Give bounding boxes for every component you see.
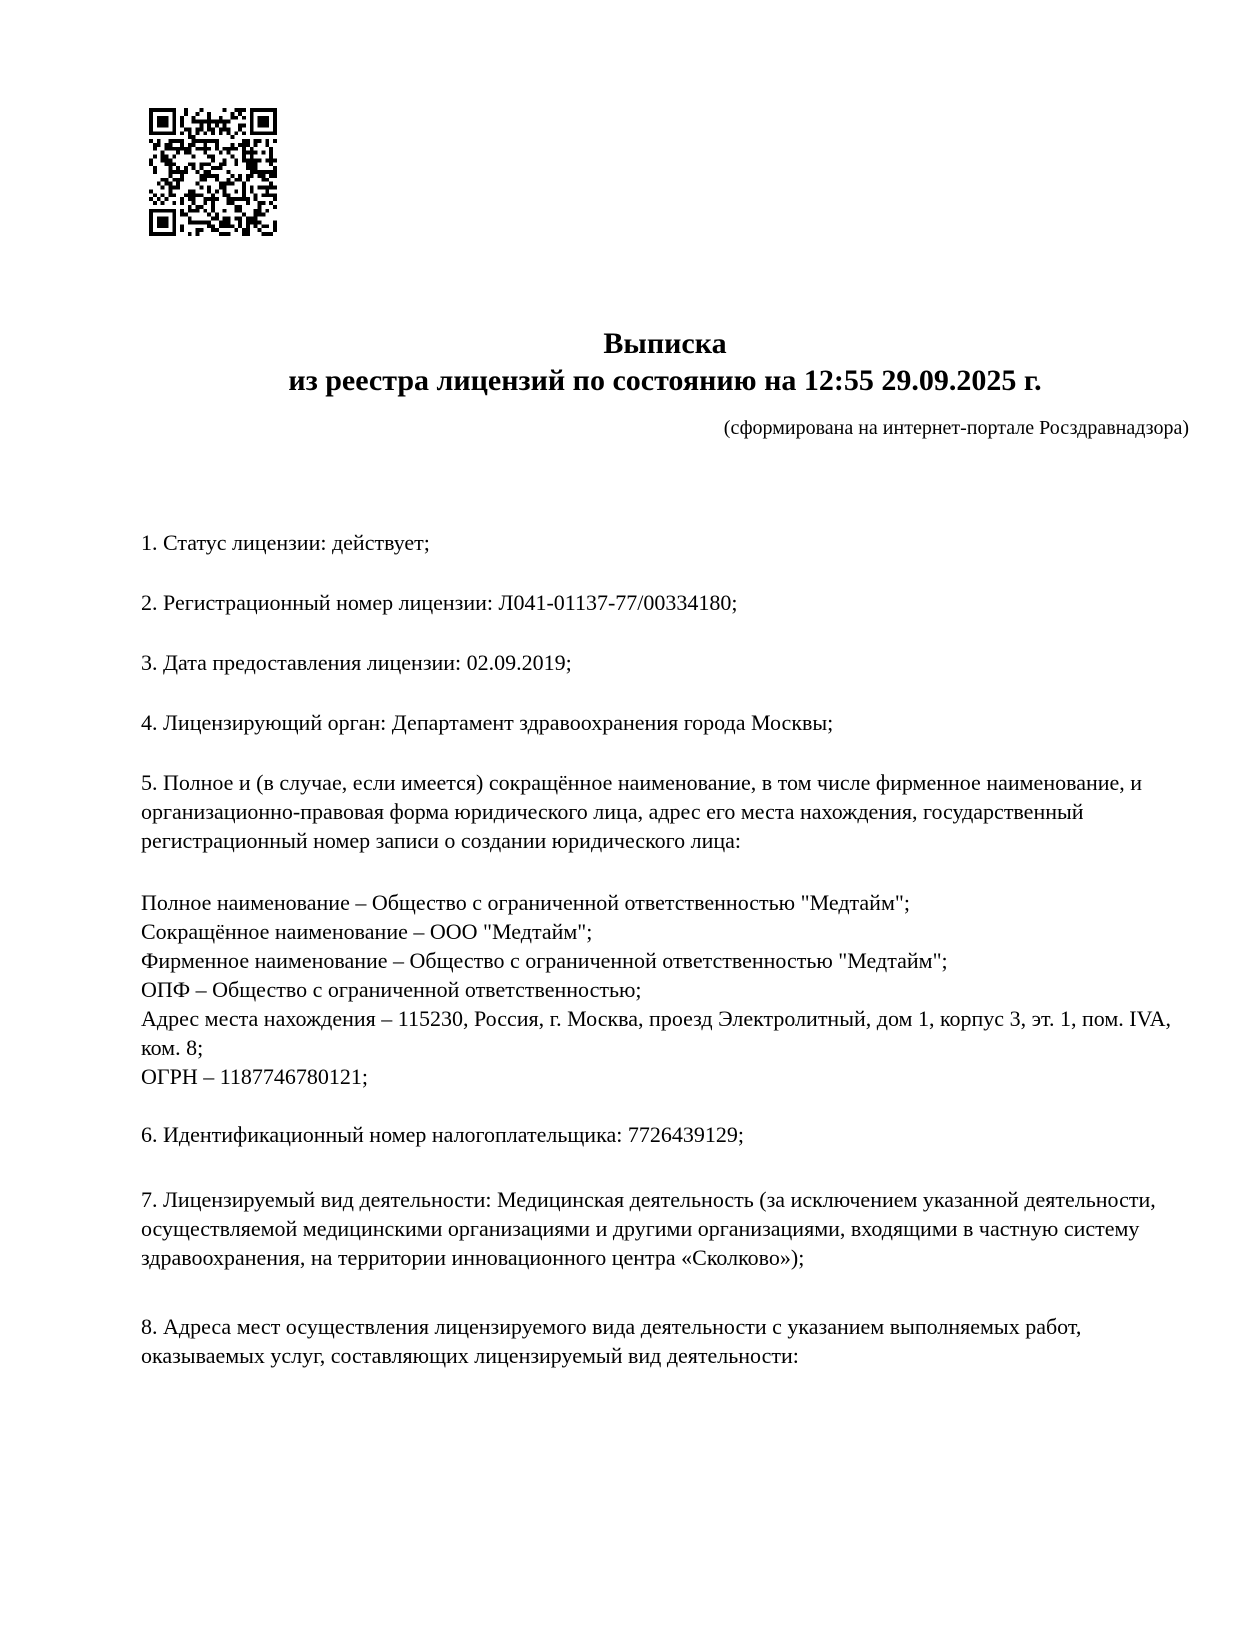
document-content	[141, 0, 1189, 1370]
document-body	[141, 528, 1189, 1370]
document-title	[141, 325, 1189, 399]
item-license-status: 1. Статус лицензии: действует;	[141, 530, 430, 555]
document-title-line2: из реестра лицензий по состоянию на 12:55 29.09.2025 г.	[288, 364, 1042, 397]
organization-details	[141, 888, 1189, 1091]
item-licensed-activity: 7. Лицензируемый вид деятельности: Медицинская деятельность (за исключением указанной деятельности, осуществляемой медицинскими организациями и другими организациями, входящими в частную систему здравоохранения, на территории инновационного центра «Сколково»);	[141, 1187, 1156, 1270]
org-ogrn: ОГРН – 1187746780121;	[141, 1064, 369, 1089]
org-brand-name: Фирменное наименование – Общество с ограниченной ответственностью "Медтайм";	[141, 948, 948, 973]
org-legal-form: ОПФ – Общество с ограниченной ответственностью;	[141, 977, 642, 1002]
item-organization-intro: 5. Полное и (в случае, если имеется) сокращённое наименование, в том числе фирменное наименование, и организационно-правовая форма юридического лица, адрес его места нахождения, государственный регистрационный номер записи о создании юридического лица:	[141, 770, 1143, 853]
item-grant-date: 3. Дата предоставления лицензии: 02.09.2019;	[141, 650, 572, 675]
item-licensing-authority: 4. Лицензирующий орган: Департамент здравоохранения города Москвы;	[141, 710, 834, 735]
org-full-name: Полное наименование – Общество с ограниченной ответственностью "Медтайм";	[141, 890, 910, 915]
item-taxpayer-number: 6. Идентификационный номер налогоплательщика: 7726439129;	[141, 1122, 744, 1147]
item-registration-number: 2. Регистрационный номер лицензии: Л041-01137-77/00334180;	[141, 590, 738, 615]
item-addresses-intro: 8. Адреса мест осуществления лицензируемого вида деятельности с указанием выполняемых работ, оказываемых услуг, составляющих лицензируемый вид деятельности:	[141, 1314, 1082, 1368]
org-address: Адрес места нахождения – 115230, Россия, г. Москва, проезд Электролитный, дом 1, корпус 3, эт. 1, пом. IVA, ком. 8;	[141, 1006, 1172, 1060]
document-title-line1: Выписка	[603, 327, 727, 360]
org-short-name: Сокращённое наименование – ООО "Медтайм";	[141, 919, 593, 944]
formation-note: (сформирована на интернет-портале Росздравнадзора)	[723, 417, 1189, 439]
